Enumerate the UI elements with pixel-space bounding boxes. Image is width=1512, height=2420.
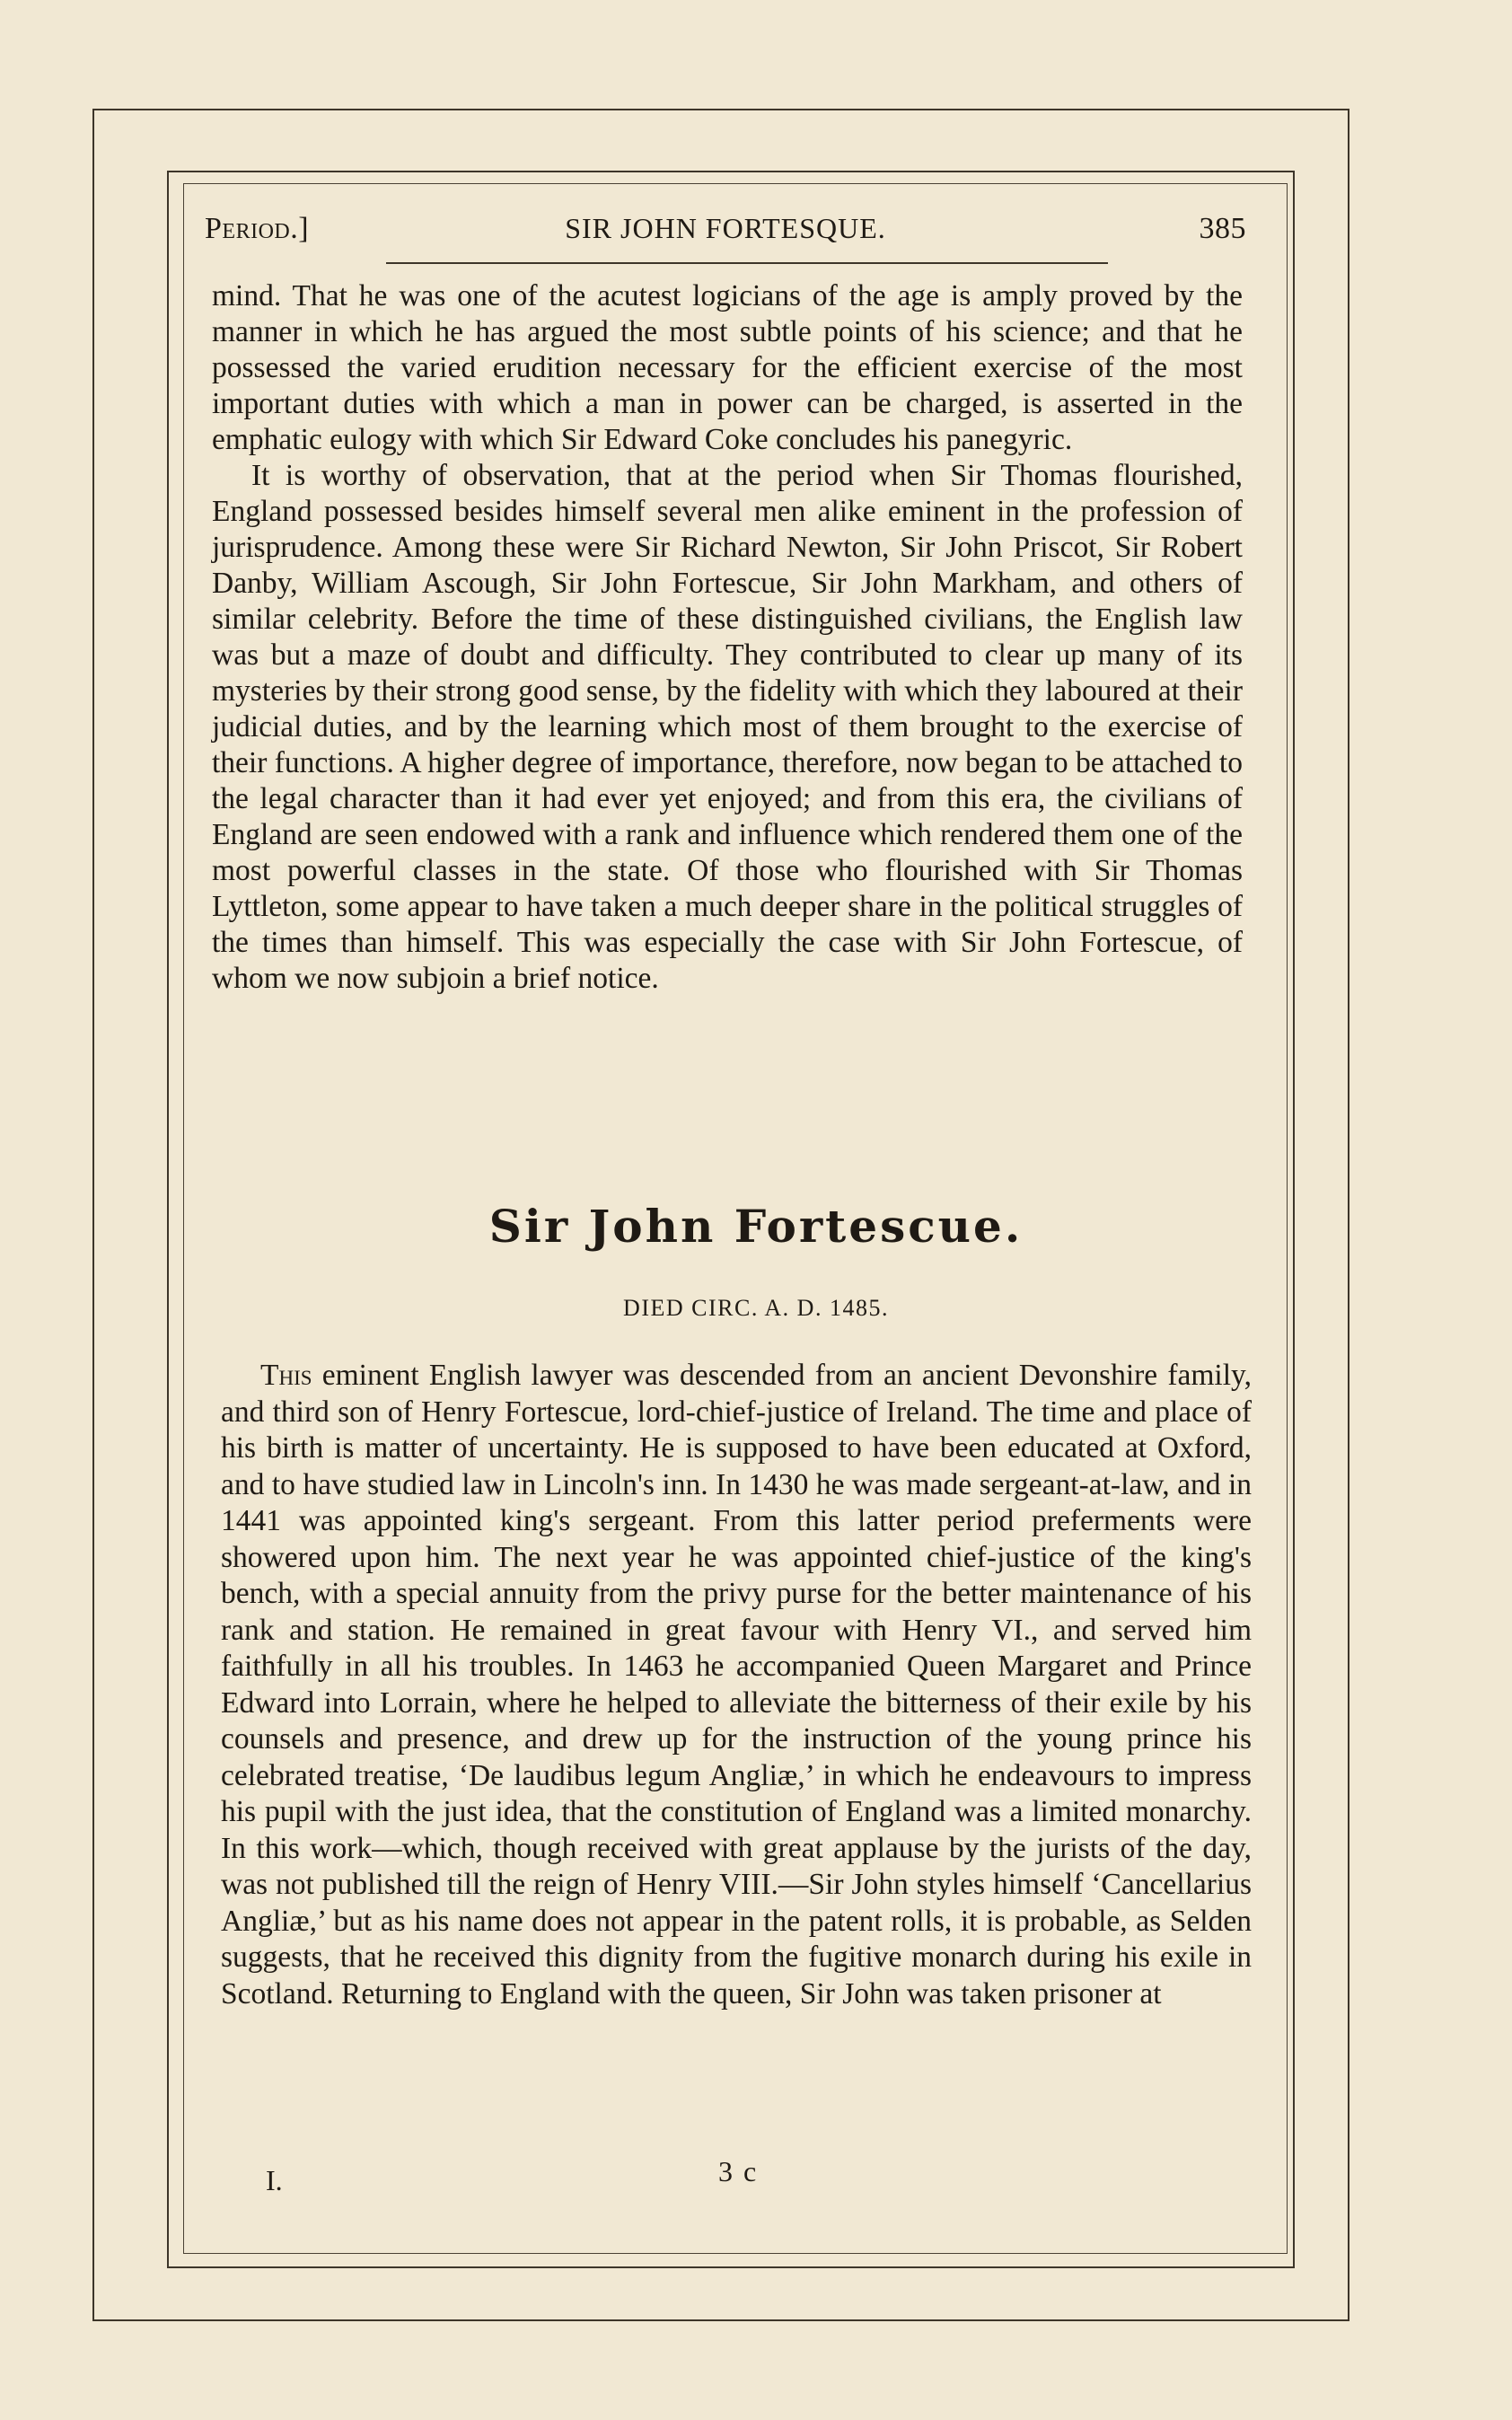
- page-number: 385: [1199, 212, 1246, 245]
- running-head: [205, 212, 1246, 251]
- continued-paragraph-1: mind. That he was one of the acutest logicians of the age is amply proved by the manner in which he has argued the most subtle points of his science; and that he possessed the varied erudition necessary for the efficient exercise of the most important duties with which a man in power can be charged, is asserted in the emphatic eulogy with which Sir Edward Coke concludes his panegyric.: [212, 279, 1243, 456]
- article-dates: DIED CIRC. A. D. 1485.: [623, 1295, 889, 1321]
- article-body: eminent English lawyer was descended from an ancient Devonshire family, and third son of Henry Fortescue, lord-chief-justice of Ireland. The time and place of his birth is matter of uncertainty. He is supposed to have been educated at Oxford, and to have studied law in Lincoln's inn. In 1430 he was made sergeant-at-law, and in 1441 was appointed king's sergeant. From this latter period preferments were showered upon him. The next year he was appointed chief-justice of the king's bench, with a special annuity from the privy purse for the better maintenance of his rank and station. He remained in great favour with Henry VI., and served him faithfully in all his troubles. In 1463 he accompanied Queen Margaret and Prince Edward into Lorrain, where he helped to alleviate the bitterness of their exile by his counsels and presence, and drew up for the instruction of the young prince his celebrated treatise, ‘De laudibus legum Angliæ,’ in which he endeavours to impress his pupil with the just idea, that the constitution of England was a limited monarchy. In this work—which, though received with great applause by the jurists of the day, was not published till the reign of Henry VIII.—Sir John styles himself ‘Cancellarius Angliæ,’ but as his name does not appear in the patent rolls, it is probable, as Selden suggests, that he received this dignity from the fugitive monarch during his exile in Scotland. Returning to England with the queen, Sir John was taken prisoner at: [221, 1359, 1253, 2011]
- article-text-block: [221, 1358, 1252, 2012]
- continued-text-block: [212, 278, 1243, 997]
- header-rule: [386, 262, 1108, 264]
- article-title: Sir John Fortescue.: [488, 1200, 1024, 1253]
- article-first-word: This: [260, 1359, 312, 1392]
- running-head-section: Period.]: [205, 212, 310, 245]
- folio-mark: 3 c: [718, 2155, 759, 2187]
- signature-mark: I.: [266, 2164, 283, 2196]
- article-paragraph: [221, 1358, 1252, 2012]
- continued-paragraph-2: It is worthy of observation, that at the period when Sir Thomas flourished, England possessed besides himself several men alike eminent in the profession of jurisprudence. Among these were Sir Richard Newton, Sir John Priscot, Sir Robert Danby, William Ascough, Sir John Fortescue, Sir John Markham, and others of similar celebrity. Before the time of these distinguished civilians, the English law was but a maze of doubt and difficulty. They contributed to clear up many of its mysteries by their strong good sense, by the fidelity with which they laboured at their judicial duties, and by the learning which most of them brought to the exercise of their functions. A higher degree of importance, therefore, now began to be attached to the legal character than it had ever yet enjoyed; and from this era, the civilians of England are seen endowed with a rank and influence which rendered them one of the most powerful classes in the state. Of those who flourished with Sir Thomas Lyttleton, some appear to have taken a much deeper share in the political struggles of the times than himself. This was especially the case with Sir John Fortescue, of whom we now subjoin a brief notice.: [212, 459, 1243, 995]
- running-head-title: SIR JOHN FORTESQUE.: [565, 212, 886, 244]
